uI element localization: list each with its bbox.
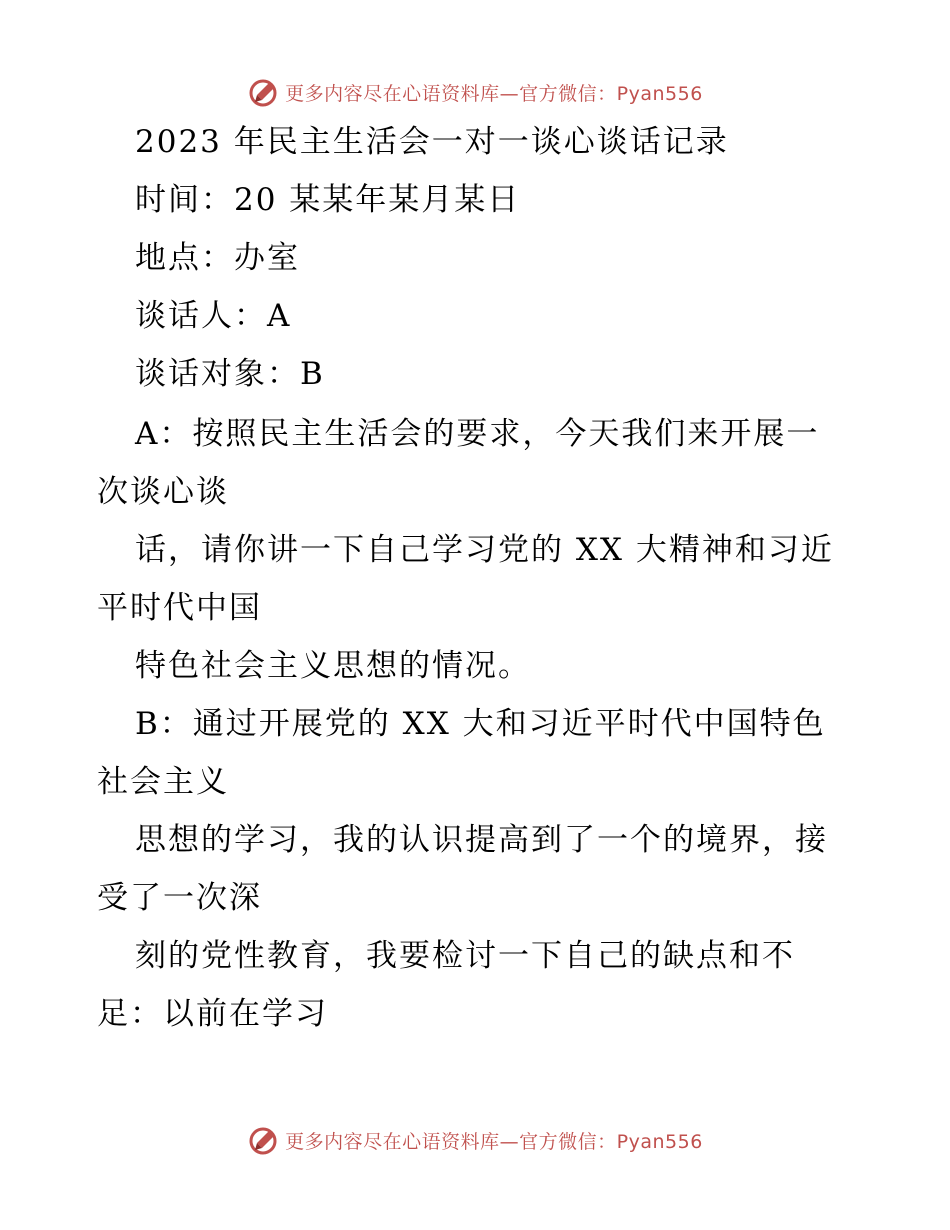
pen-logo-icon: [247, 1123, 281, 1157]
paragraph-line: 受了一次深: [97, 880, 262, 916]
paragraph-line: A：按照民主生活会的要求，今天我们来开展一: [135, 416, 820, 452]
paragraph-line: 平时代中国: [97, 590, 262, 626]
interviewer: 谈话人：A: [135, 298, 292, 334]
footer-watermark: [0, 1120, 950, 1160]
watermark-text: 更多内容尽在心语资料库—官方微信：Pyan556: [285, 1130, 703, 1153]
document-title: 2023 年民主生活会一对一谈心谈话记录: [135, 124, 729, 160]
paragraph-line: 社会主义: [97, 764, 229, 800]
meeting-location: 地点：办室: [135, 240, 300, 276]
paragraph-line: 思想的学习，我的认识提高到了一个的境界，接: [135, 822, 828, 858]
interviewee: 谈话对象：B: [135, 356, 325, 392]
watermark-text: 更多内容尽在心语资料库—官方微信：Pyan556: [285, 82, 703, 105]
paragraph-line: 次谈心谈: [97, 474, 229, 510]
paragraph-line: 刻的党性教育，我要检讨一下自己的缺点和不: [135, 938, 795, 974]
paragraph-line: 特色社会主义思想的情况。: [135, 648, 531, 684]
paragraph-line: 话，请你讲一下自己学习党的 XX 大精神和习近: [135, 532, 834, 568]
header-watermark: [0, 72, 950, 112]
meeting-time: 时间：20 某某年某月某日: [135, 182, 521, 218]
paragraph-line: 足：以前在学习: [97, 996, 328, 1032]
pen-logo-icon: [247, 75, 281, 109]
paragraph-line: B：通过开展党的 XX 大和习近平时代中国特色: [135, 706, 826, 742]
